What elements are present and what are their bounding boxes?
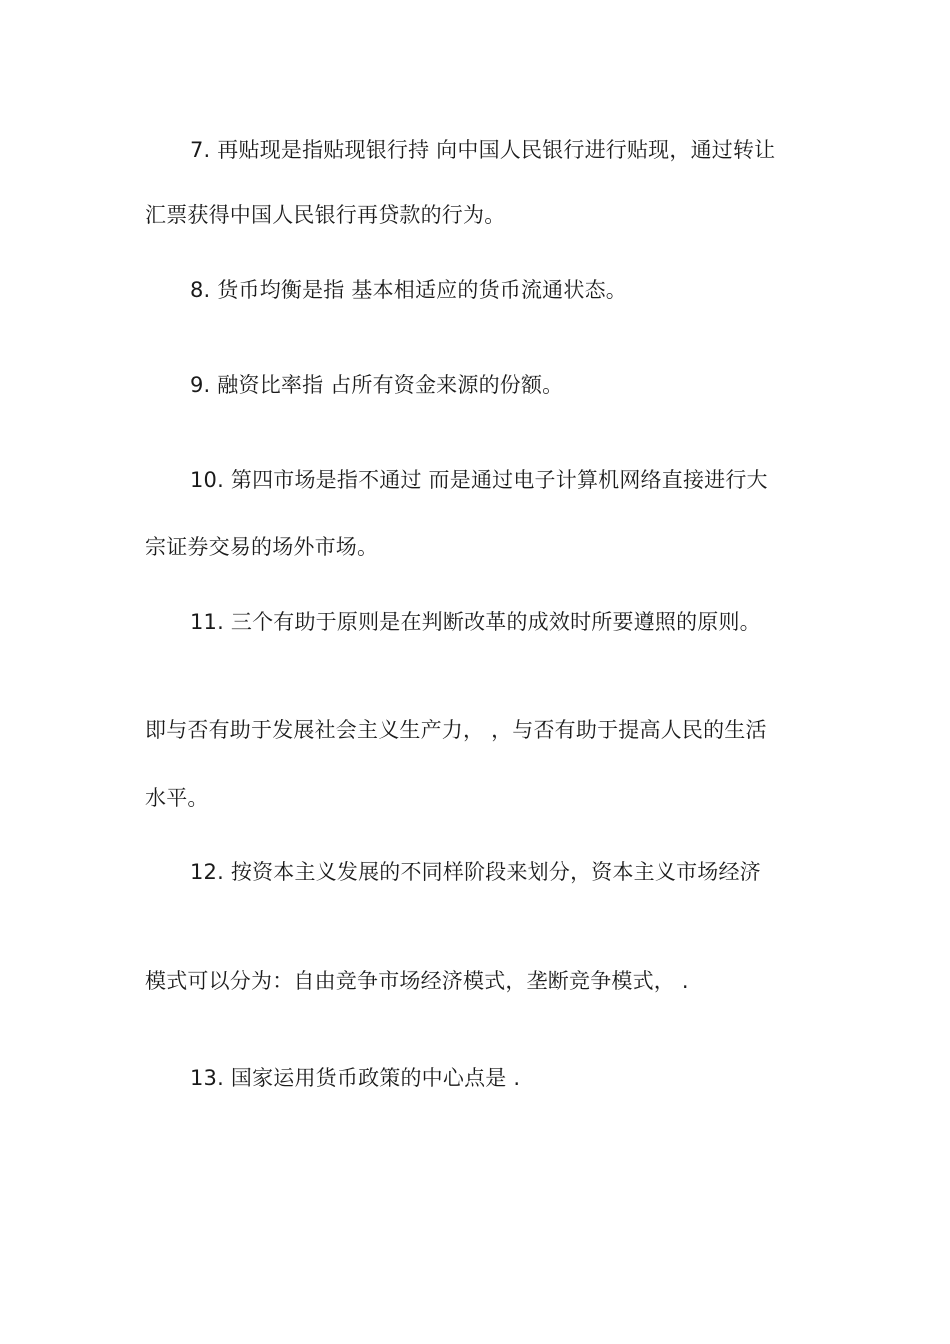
question-8: 8. 货币均衡是指 基本相适应的货币流通状态。 <box>190 278 627 302</box>
question-12-line-2: 模式可以分为：自由竞争市场经济模式，垄断竞争模式， . <box>145 969 689 993</box>
question-13: 13. 国家运用货币政策的中心点是 . <box>190 1066 521 1090</box>
question-7-line-1: 7. 再贴现是指贴现银行持 向中国人民银行进行贴现，通过转让 <box>190 138 776 162</box>
question-11-line-2: 即与否有助于发展社会主义生产力， ，与否有助于提高人民的生活 <box>145 718 767 742</box>
question-7-line-2: 汇票获得中国人民银行再贷款的行为。 <box>145 203 506 227</box>
question-10-line-1: 10. 第四市场是指不通过 而是通过电子计算机网络直接进行大 <box>190 468 768 492</box>
question-9: 9. 融资比率指 占所有资金来源的份额。 <box>190 373 564 397</box>
question-10-line-2: 宗证券交易的场外市场。 <box>145 535 379 559</box>
question-12-line-1: 12. 按资本主义发展的不同样阶段来划分，资本主义市场经济 <box>190 860 761 884</box>
question-11-line-1: 11. 三个有助于原则是在判断改革的成效时所要遵照的原则。 <box>190 610 761 634</box>
question-11-line-3: 水平。 <box>145 786 209 810</box>
